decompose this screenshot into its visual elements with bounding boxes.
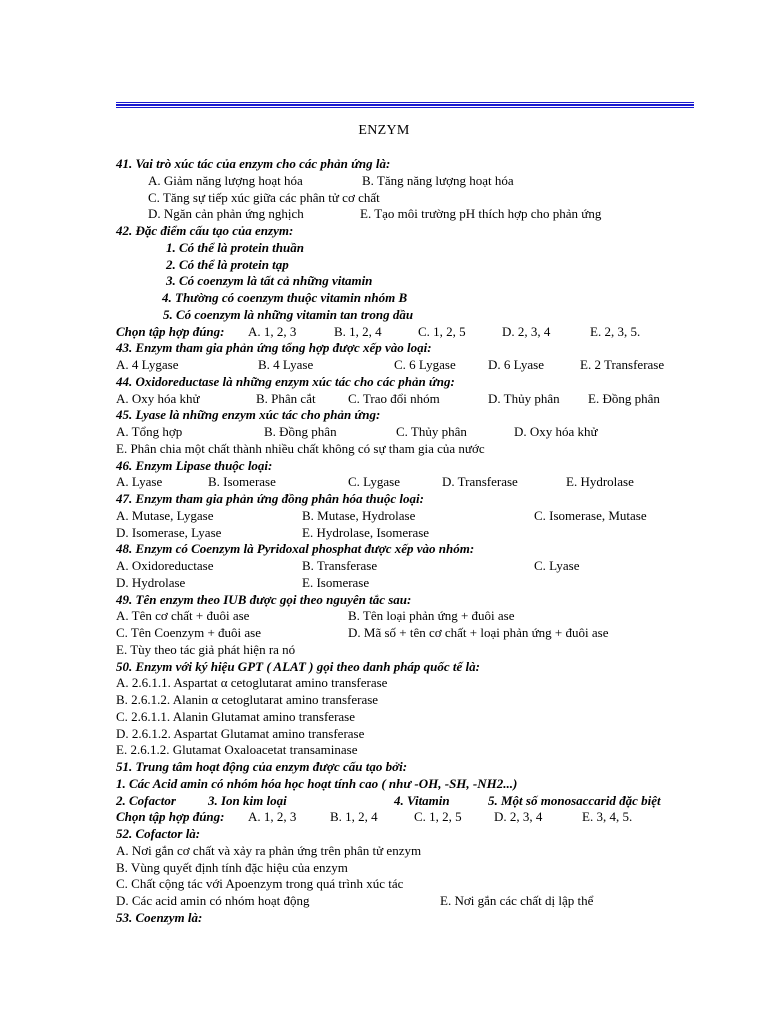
statement: 3. Ion kim loại xyxy=(208,792,287,808)
answer-row xyxy=(116,608,706,625)
statement-row xyxy=(116,793,706,810)
answer-option: B. 1, 2, 4 xyxy=(330,809,378,825)
answer-option: E. Tùy theo tác giả phát hiện ra nó xyxy=(116,641,296,657)
answer-option: B. 4 Lyase xyxy=(258,357,314,372)
statement: 1. Có thể là protein thuần xyxy=(166,239,304,255)
answer-option: B. Vùng quyết định tính đặc hiệu của enzym xyxy=(116,859,348,875)
answer-option: A. Nơi gắn cơ chất và xảy ra phản ứng trên phân tử enzym xyxy=(116,842,422,858)
choose-label: Chọn tập hợp đúng: xyxy=(116,323,225,339)
answer-option: C. Lyase xyxy=(534,558,580,573)
answer-option: D. Các acid amin có nhóm hoạt động xyxy=(116,893,310,908)
answer-row xyxy=(116,474,706,491)
answer-option: E. Tạo môi trường pH thích hợp cho phản ứng xyxy=(360,206,602,222)
statement: 5. Một số monosaccarid đặc biệt xyxy=(488,792,661,808)
answer-option: B. Phân cắt xyxy=(256,390,316,406)
answer-option: D. Ngăn cản phản ứng nghịch xyxy=(148,206,304,222)
header-rule xyxy=(116,102,694,103)
answer-option: E. Isomerase xyxy=(302,574,370,590)
answer-option: D. 2, 3, 4 xyxy=(502,323,551,339)
answer-option: C. Trao đổi nhóm xyxy=(348,390,440,406)
answer-row xyxy=(116,190,706,207)
answer-option: E. 3, 4, 5. xyxy=(582,809,633,825)
answer-option: B. Isomerase xyxy=(208,474,276,490)
question-stem: 48. Enzym có Coenzym là Pyridoxal phosphat được xếp vào nhóm: xyxy=(116,541,475,557)
answer-option: A. Lyase xyxy=(116,474,163,490)
header-rule xyxy=(116,104,694,106)
answer-option: A. Tổng hợp xyxy=(116,424,183,439)
answer-option: D. Oxy hóa khử xyxy=(514,424,598,439)
answer-row xyxy=(116,424,706,441)
answer-option: D. Mã số + tên cơ chất + loại phản ứng + đuôi ase xyxy=(348,625,609,640)
answer-option: E. 2.6.1.2. Glutamat Oxaloacetat transaminase xyxy=(116,742,358,758)
answer-option: A. Oxidoreductase xyxy=(116,558,214,573)
header-rule xyxy=(116,107,694,108)
answer-option: B. Mutase, Hydrolase xyxy=(302,507,416,523)
answer-option: D. 2.6.1.2. Aspartat Glutamat amino transferase xyxy=(116,725,365,741)
answer-row xyxy=(116,324,706,341)
answer-option: B. Transferase xyxy=(302,558,378,573)
question-stem: 47. Enzym tham gia phản ứng đồng phân hóa thuộc loại: xyxy=(116,491,424,506)
answer-option: A. Tên cơ chất + đuôi ase xyxy=(116,608,250,624)
answer-option: B. 1, 2, 4 xyxy=(334,323,382,339)
document-body xyxy=(116,156,706,927)
answer-row xyxy=(116,525,706,542)
statement: 5. Có coenzym là những vitamin tan trong dầu xyxy=(163,306,414,322)
answer-option: A. 4 Lygase xyxy=(116,357,179,372)
answer-option: E. Nơi gắn các chất dị lập thể xyxy=(440,893,594,908)
statement: 2. Có thể là protein tạp xyxy=(166,256,289,272)
statement: 1. Các Acid amin có nhóm hóa học hoạt tính cao ( như -OH, -SH, -NH2...) xyxy=(116,775,518,791)
answer-option: E. Phân chia một chất thành nhiều chất không có sự tham gia của nước xyxy=(116,440,485,456)
answer-option: E. 2 Transferase xyxy=(580,357,665,372)
answer-option: D. Isomerase, Lyase xyxy=(116,524,222,540)
question-stem: 49. Tên enzym theo IUB được gọi theo nguyên tắc sau: xyxy=(116,591,412,607)
answer-option: B. Tên loại phản ứng + đuôi ase xyxy=(348,608,515,624)
answer-option: E. Hydrolase, Isomerase xyxy=(302,524,430,540)
question-stem: 50. Enzym với ký hiệu GPT ( ALAT ) gọi theo danh pháp quốc tế là: xyxy=(116,658,480,674)
answer-option: B. 2.6.1.2. Alanin α cetoglutarat amino transferase xyxy=(116,692,379,707)
answer-option: D. Thủy phân xyxy=(488,390,560,406)
answer-option: D. Transferase xyxy=(442,474,518,490)
choose-label: Chọn tập hợp đúng: xyxy=(116,809,225,825)
answer-row xyxy=(116,441,706,458)
question-stem: 42. Đặc điểm cấu tạo của enzym: xyxy=(116,223,294,238)
answer-option: D. 2, 3, 4 xyxy=(494,809,543,825)
question-stem: 51. Trung tâm hoạt động của enzym được cấu tạo bởi: xyxy=(116,759,408,774)
answer-option: D. Hydrolase xyxy=(116,574,186,590)
answer-row xyxy=(116,625,706,642)
answer-option: E. 2, 3, 5. xyxy=(590,323,641,339)
answer-option: C. 2.6.1.1. Alanin Glutamat amino transferase xyxy=(116,708,356,724)
answer-option: C. 6 Lygase xyxy=(394,357,456,372)
answer-option: B. Tăng năng lượng hoạt hóa xyxy=(362,172,514,188)
answer-option: B. Đồng phân xyxy=(264,424,337,439)
question-stem: 43. Enzym tham gia phản ứng tổng hợp được xếp vào loại: xyxy=(116,340,432,356)
answer-option: A. Mutase, Lygase xyxy=(116,507,214,523)
statement: 4. Thường có coenzym thuộc vitamin nhóm B xyxy=(162,290,408,305)
answer-option: C. Thủy phân xyxy=(396,424,467,439)
statement: 2. Cofactor xyxy=(116,792,176,808)
answer-row xyxy=(116,173,706,190)
answer-option: A. Giảm năng lượng hoạt hóa xyxy=(148,172,303,188)
answer-option: C. Isomerase, Mutase xyxy=(534,507,647,523)
answer-row xyxy=(116,575,706,592)
answer-row xyxy=(116,391,706,408)
document-title: ENZYM xyxy=(358,123,410,138)
answer-row xyxy=(116,558,706,575)
question-stem: 45. Lyase là những enzym xúc tác cho phản ứng: xyxy=(116,407,381,423)
answer-option: A. Oxy hóa khử xyxy=(116,390,200,406)
answer-option: C. 1, 2, 5 xyxy=(418,323,466,339)
question-stem: 41. Vai trò xúc tác của enzym cho các phản ứng là: xyxy=(116,156,391,171)
answer-option: D. 6 Lyase xyxy=(488,357,544,372)
answer-row xyxy=(116,357,706,374)
answer-option: C. Chất cộng tác với Apoenzym trong quá trình xúc tác xyxy=(116,876,404,892)
question-stem: 53. Coenzym là: xyxy=(116,909,203,925)
answer-row xyxy=(116,206,706,223)
statement: 3. Có coenzym là tất cả những vitamin xyxy=(166,273,373,289)
answer-option: E. Hydrolase xyxy=(566,474,634,490)
answer-option: C. Tăng sự tiếp xúc giữa các phân tử cơ chất xyxy=(148,189,380,205)
answer-row xyxy=(116,809,706,826)
answer-option: A. 2.6.1.1. Aspartat α cetoglutarat amino transferase xyxy=(116,675,388,691)
statement: 4. Vitamin xyxy=(394,792,450,808)
answer-row xyxy=(116,508,706,525)
answer-option: A. 1, 2, 3 xyxy=(248,809,297,825)
answer-option: C. Tên Coenzym + đuôi ase xyxy=(116,625,262,640)
question-stem: 44. Oxidoreductase là những enzym xúc tác cho các phản ứng: xyxy=(116,373,455,389)
answer-option: A. 1, 2, 3 xyxy=(248,323,297,339)
answer-option: C. 1, 2, 5 xyxy=(414,809,462,825)
answer-row xyxy=(116,642,706,659)
question-stem: 46. Enzym Lipase thuộc loại: xyxy=(116,457,273,473)
answer-option: E. Đồng phân xyxy=(588,390,660,406)
answer-row xyxy=(116,893,706,910)
answer-option: C. Lygase xyxy=(348,474,400,490)
question-stem: 52. Cofactor là: xyxy=(116,826,201,841)
